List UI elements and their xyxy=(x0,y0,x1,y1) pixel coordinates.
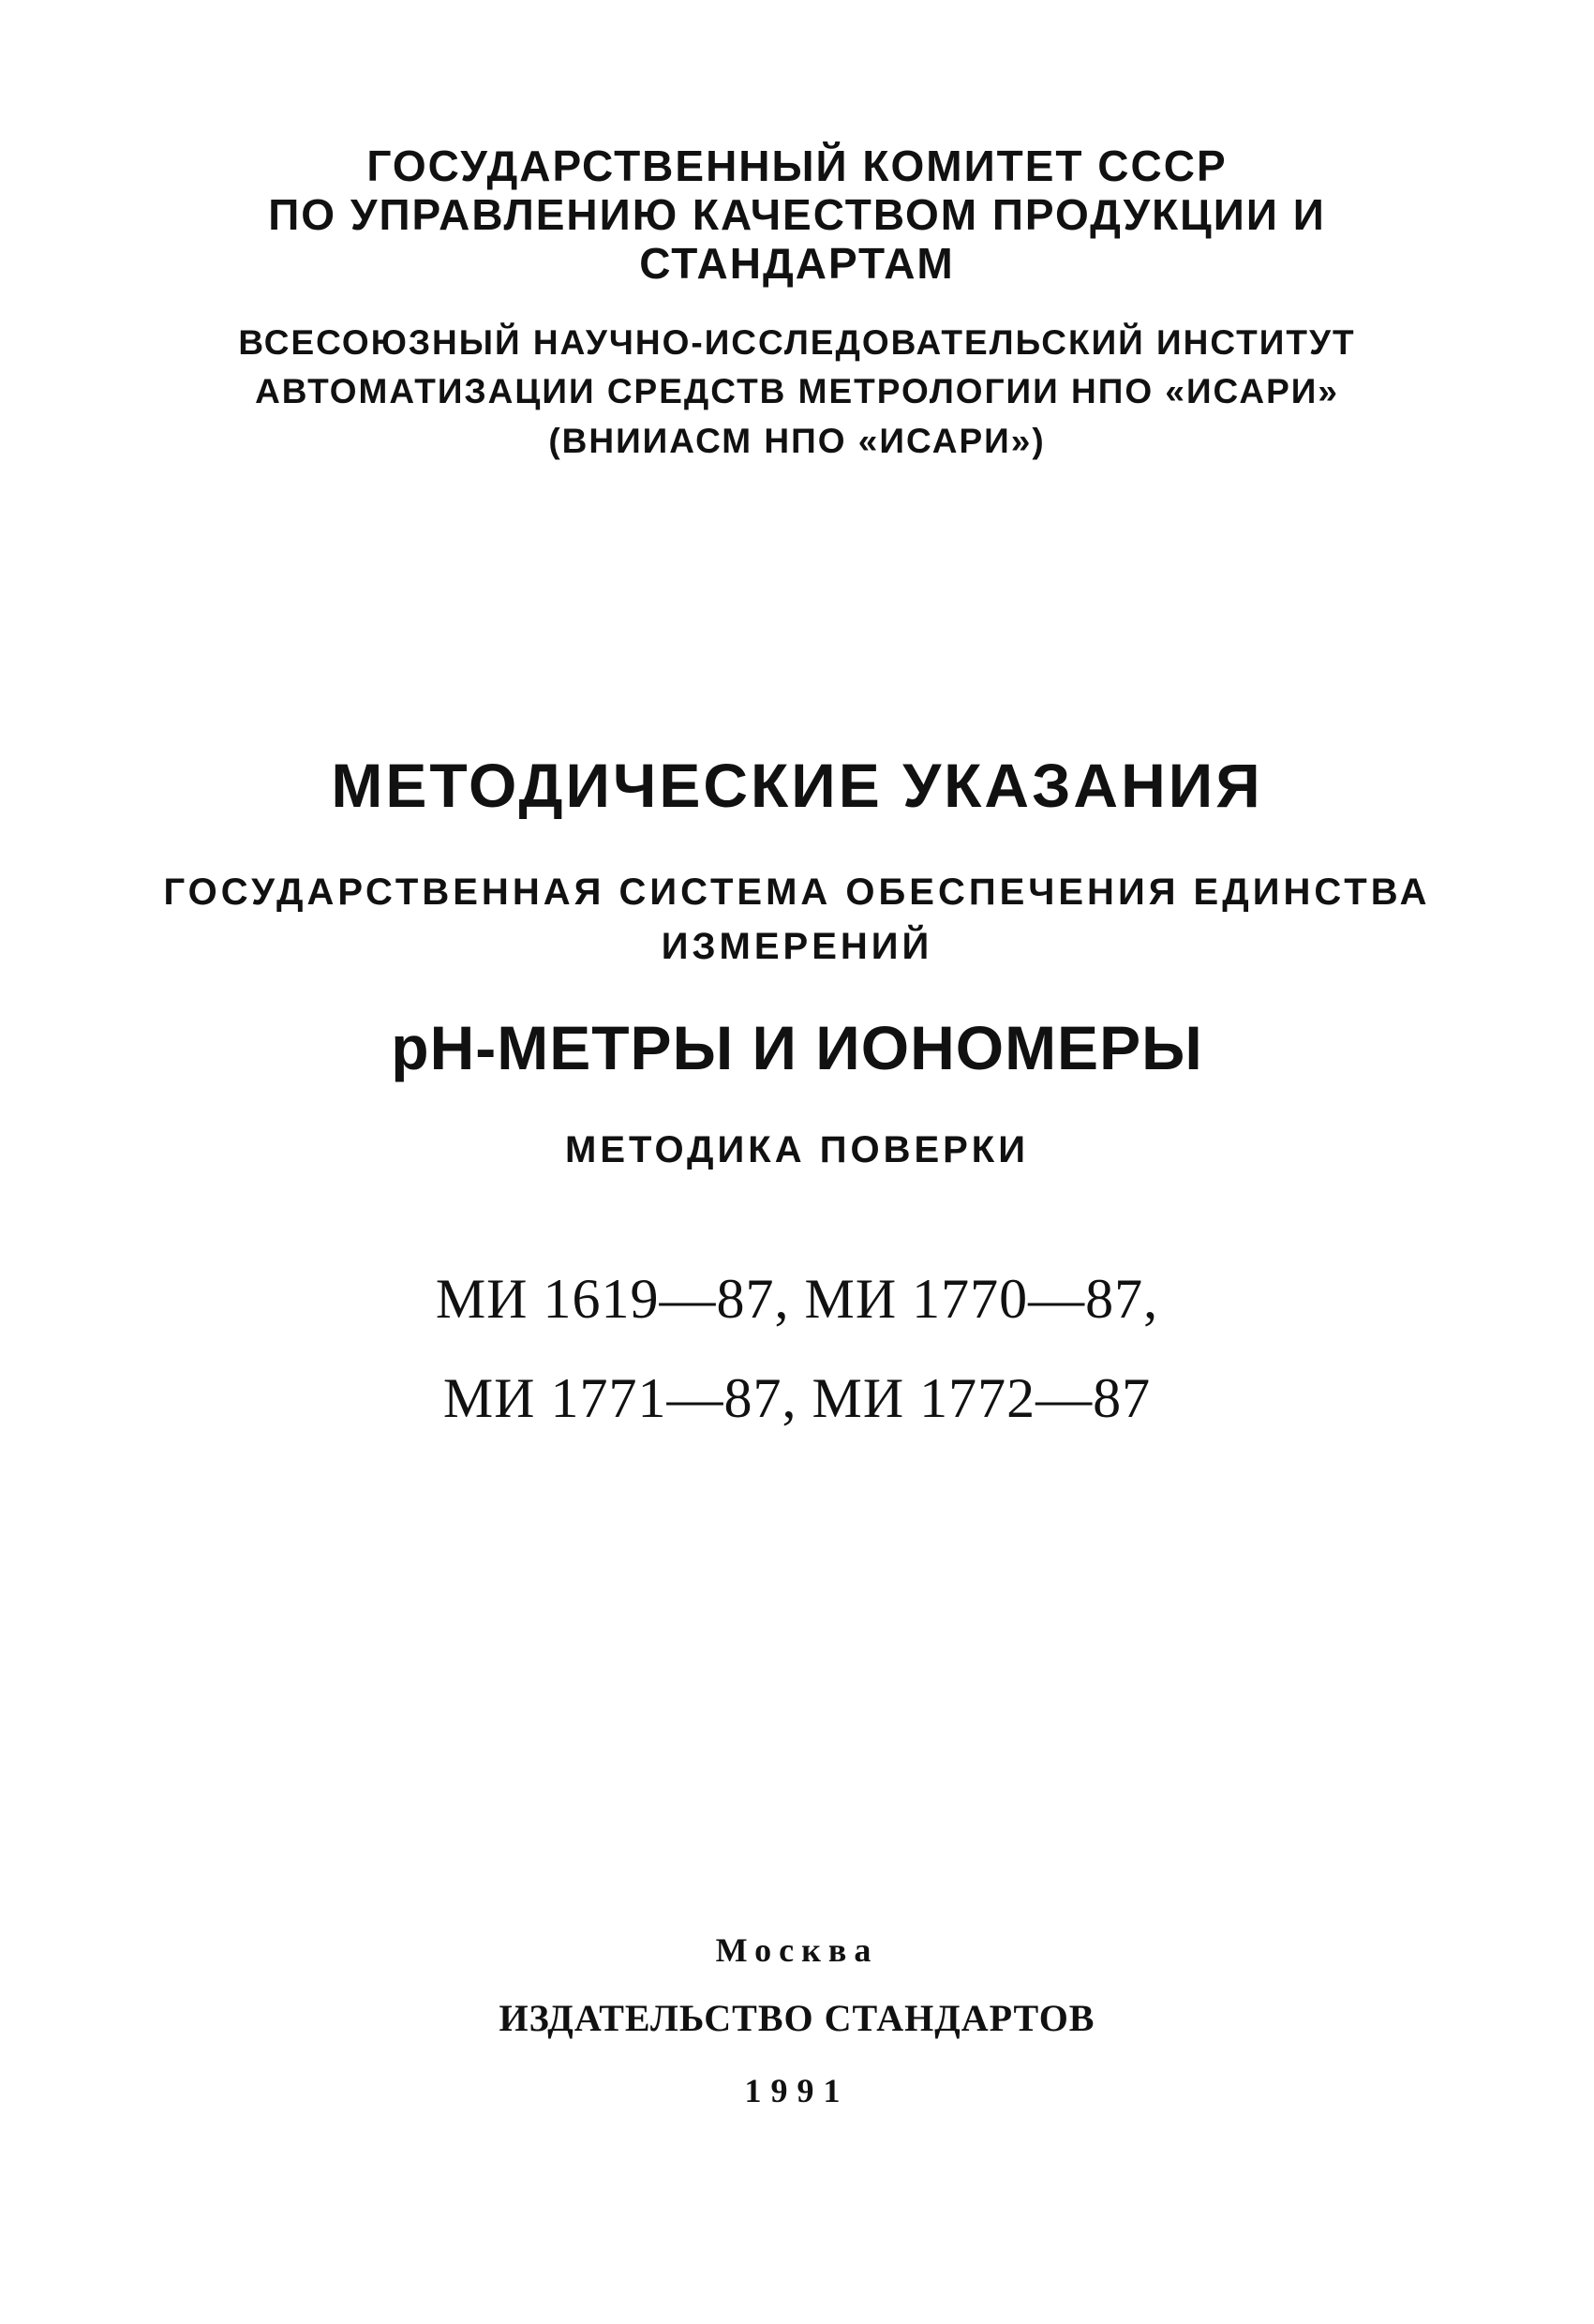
document-title: рН-МЕТРЫ И ИОНОМЕРЫ xyxy=(391,1013,1203,1082)
document-subtitle: МЕТОДИКА ПОВЕРКИ xyxy=(565,1129,1029,1170)
publication-city: Москва xyxy=(715,1931,879,1969)
institute-line-2: АВТОМАТИЗАЦИИ СРЕДСТВ МЕТРОЛОГИИ НПО «ИСАРИ» xyxy=(255,372,1339,410)
institute-line-1: ВСЕСОЮЗНЫЙ НАУЧНО-ИССЛЕДОВАТЕЛЬСКИЙ ИНСТИТУТ xyxy=(238,323,1356,362)
document-type: МЕТОДИЧЕСКИЕ УКАЗАНИЯ xyxy=(331,751,1263,820)
institute-line-3: (ВНИИАСМ НПО «ИСАРИ») xyxy=(548,422,1046,460)
publisher-name: ИЗДАТЕЛЬСТВО СТАНДАРТОВ xyxy=(499,1997,1095,2039)
document-codes-line-2: МИ 1771—87, МИ 1772—87 xyxy=(442,1367,1152,1429)
publication-year: 1991 xyxy=(744,2072,850,2109)
system-line-1: ГОСУДАРСТВЕННАЯ СИСТЕМА ОБЕСПЕЧЕНИЯ ЕДИНСТВА xyxy=(163,872,1431,913)
system-line-2: ИЗМЕРЕНИЙ xyxy=(661,926,933,967)
document-codes-line-1: МИ 1619—87, МИ 1770—87, xyxy=(435,1268,1159,1330)
committee-line-1: ГОСУДАРСТВЕННЫЙ КОМИТЕТ СССР xyxy=(366,142,1228,190)
committee-line-3: СТАНДАРТАМ xyxy=(639,239,955,288)
committee-line-2: ПО УПРАВЛЕНИЮ КАЧЕСТВОМ ПРОДУКЦИИ И xyxy=(268,190,1326,239)
